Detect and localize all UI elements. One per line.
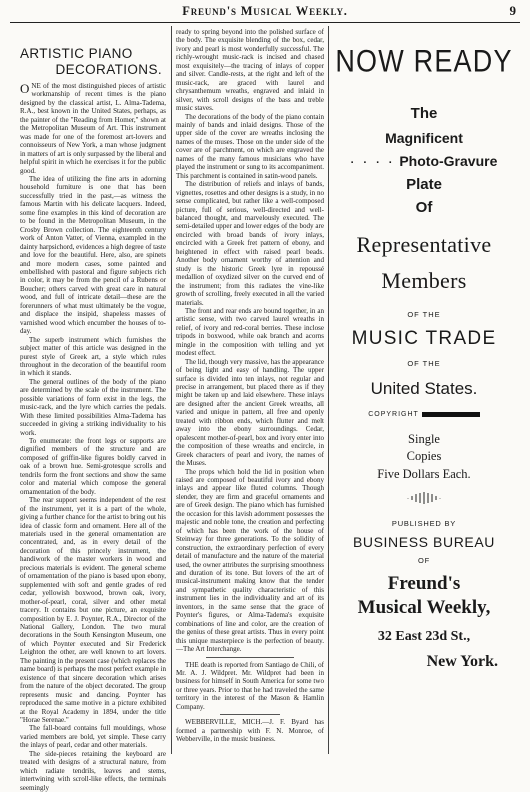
paragraph: ready to spring beyond into the polished surface of the body. The exquisite blending of the box, cedar, ivory and pearl is most wonderfully successful. The richly-wrought music-rack is incised and chased most exquisitely—the tracing of inlays of copper and silver. Candle-rests, at the right and left of the music-rack, are graced with laurel and chrysanthemum wreaths, engraved and inlaid in silver, with scroll designs of the bass and treble music staves. [176,28,324,113]
publication-title: Freund's Musical Weekly. [182,4,348,18]
article-column-1 [20,28,166,792]
news-item-webberville: WEBBERVILLE, MICH.—J. F. Byard has formed a partnership with F. N. Monroe, of Webberville, in the music business. [176,718,324,744]
article-heading-line2: DECORATIONS. [55,62,162,77]
ad-photogravure-row [332,153,516,169]
article-body-col1 [20,82,166,792]
ad-published-by: PUBLISHED BY [391,519,457,528]
ad-of-2: OF [417,556,430,565]
paragraph: The decorations of the body of the piano contain mainly of bands and inlaid designs. Those of the upper side of the cover are wreaths inclosing the names of the muses. Those on the under side of the cover are of parchment, on which are engraved the names of the many famous musicians who have played the instrument or sung to its accompaniment. This parchment is contained in satin-wood panels. [176,112,324,180]
ad-plate: Plate [406,176,442,193]
ornament-flourish [332,492,516,507]
paragraph: The front and rear ends are bound together, in an artistic sense, with two carved laurel wreaths in relief, of ivory and red-coral berries. These inclose tripods in boxwood, while oak branch and acorns mingle in the composition with telling and yet modest effect. [176,306,324,358]
paragraph: The idea of utilizing the fine arts in adorning household furniture is one that has been successfully tried in the past,—as witness the famous Martin with his delicate lacquers. Indeed, some fine examples in this kind of decoration are to be found in the Metropolitan Museum, in the Crosby Brown collection. The eighteenth century work of Anton Vatter, of Vienna, exampled in the dainty harpsichord, evidences a high degree of taste and love for the beautiful. Here, also, are spinets and more modern cases, some painted and embellished with pastoral and figure subjects rich in color, it may be from the pencil of a Rubens or Boucher; others carved with great care in natural wood, and full of intricate detail—these are the forerunners of what must ultimately be the vogue, and displace the insipid, shapeless masses of varnished wood which encumber the houses of to-day. [20,174,166,336]
paragraph: The side-pieces retaining the keyboard are treated with designs of a structural nature, from which radiate tendrils, leaves and stems, intertwining with scroll-like effects, the terminals seemingly [20,749,166,792]
copyright-bar [422,412,480,417]
paragraph: The rear support seems independent of the rest of the instrument, yet it is a part of the whole, giving a further chance for the artist to bring out his idea of classic form and ornament. Here all of the materials used in the general ornamentation are concentrated, and, as in every detail of the decoration of this princely instrument, the handiwork of the master workers in wood and precious materials is evident. The general scheme of ornamentation of the piano is based upon ebony, supplemented with soft and gentle grades of red cedar, yellowish boxwood, brown oak, ivory, mother-of-pearl, coral, silver and other metal tracery. It contains but one picture, an exquisite composition by E. J. Poynter, R.A., Director of the National Gallery, London. The two mural decorations in the South Kensington Museum, one of which Poynter executed and Sir Frederick Leighton the other, are well known to art lovers. The painting in the present case (which replaces the name board) is perhaps the most perfect example in existence of that sincere decoration which arises from the nature of the object decorated. The group represents music and dancing. Poynter has reproduced the same motive in a picture exhibited at the Royal Academy in 1894, under the title "Horae Serenae." [20,496,166,724]
ad-copyright: COPYRIGHT [368,411,419,418]
news-item-wildpret: THE death is reported from Santiago de Chili, of Mr. A. J. Wildpret. Mr. Wildpret had been in business for himself in South America for some two or three years. Prior to that he had traveled the same territory in the interest of the Mason & Hamlin Company. [176,660,324,711]
ad-photogravure: Photo-Gravure [399,153,498,169]
ad-freunds: Freund's [387,573,461,594]
copyright-row [332,411,516,418]
paragraph: The general outlines of the body of the piano are determined by the scale of the instrument. The possible variations of form exist in the legs, the music-rack, and the lyre which carries the pedals. With these limited possibilities Alma-Tadema has succeeded in giving a striking individuality to his work. [20,377,166,437]
separator-rule [220,714,279,715]
column-divider-2 [328,26,329,754]
ad-music-trade: MUSIC TRADE [351,328,497,349]
ad-members: Members [381,268,467,293]
article-heading-line1: ARTISTIC PIANO [20,46,133,61]
paragraph: To enumerate: the front legs or supports are dignified members of the structure and are composed of griffin-like figures boldly carved in oak of a brown hue. Semi-grotesque scrolls and tendrils form the front sections and show the same color and material which compose the general ornamentation of the body. [20,437,166,496]
column-divider-1 [171,26,172,754]
page-number: 9 [509,3,516,18]
ad-business-bureau: BUSINESS BUREAU [352,534,496,550]
ad-copies: Copies [406,449,442,463]
ad-united-states: United States. [370,379,478,398]
masthead [0,3,530,23]
ad-address: 32 East 23d St., [377,629,471,644]
ad-price: Five Dollars Each. [377,467,471,481]
paragraph: The distribution of reliefs and inlays of bands, vignettes, rosettes and other designs is a study, in no sense complicated, but rather like a well-composed picture, full of serious, well-directed and well-balanced thought, and marvelously executed. The semi-detailed upper and lower edges of the body are encircled with broad bands of ivory inlays, encircled with a Greek fret pattern of ebony, and heightened in effect with raised pearl beads. Another body ornament worthy of attention and study is the historic Greek lyre in repoussé medallion of oxydized silver on the curved end of the instrument; from this radiates the vine-like growth of scrolling, freely executed in all the varied materials. [176,180,324,307]
ad-magnificent: Magnificent [385,130,463,146]
article-heading [20,46,166,78]
masthead-rule [10,22,520,23]
ad-city: New York. [426,653,498,670]
ornament-dots: · · · · [350,157,396,169]
advertisement [332,28,516,754]
ad-of-the-1: OF THE [407,310,441,319]
ad-representative: Representative [356,232,492,257]
separator-rule [206,657,295,658]
paragraph: The lid, though very massive, has the appearance of being light and easy of handling. The upper surface is divided into ten inlays, not regular and precise in arrangement, but placed there as if they might be taken up and laid elsewhere. These inlays are designed after the ancient Greek wreaths, all varied and unique in pattern, all free and openly treated with ribbon ends, which flutter and melt away into the ebony surroundings. Cedar, opalescent mother-of-pearl, box and ivory enter into the composition of these wreaths and encircle, in Greek characters of pearl and ivory, the names of the Muses. [176,357,324,468]
paragraph: The superb instrument which furnishes the subject matter of this article was designed in the purest style of Greek art, a style which rules throughout in the decoration of the beautiful room in which it stands. [20,335,166,378]
paragraph: ONE of the most distinguished pieces of artistic workmanship of recent times is the piano designed by the classical artist, L. Alma-Tadema, R.A., best known in the United States, perhaps, as the painter of the "Reading from Homer," shown at the Metropolitan Museum of Art. This instrument was made for one of the foremost art-lovers and connoisseurs of New York, a man whose judgment in matters of art is only surpassed by the liberal and helpful spirit in which he exercises it for the public good. [20,81,166,175]
article-column-2 [176,28,324,754]
ad-the: The [410,105,438,122]
ad-of-the-2: OF THE [407,359,441,368]
ad-headline: NOW READY [335,43,513,79]
ad-of: Of [415,199,433,216]
ad-musical-weekly: Musical Weekly, [357,597,491,618]
paragraph: The fall-board contains full mouldings, whose varied members are bold, yet simple. These carry the inlays of pearl, cedar and other materials. [20,724,166,750]
flourish-icon [404,492,444,504]
ad-single: Single [408,432,440,446]
paragraph: The props which hold the lid in position when raised are composed of beautiful ivory and ebony inlays and appear like fluted columns. Though slender, they are firm and graceful ornaments and are of Greek design. The piano which has furnished the occasion for this lavish adornment possesses the majestic and noble tone, the creation and perfecting of which has been the work of the house of Steinway for three generations. To the solidity of construction, the extraordinary perfection of every detail of manufacture and the nature of the material used, the owner attributes the surprising smoothness and duration of its tone. But lovers of the art of musical-instrument making know that the tender and sympathetic quality characteristic of this instrument lies in the individuality and art of its inventors, in the same sense that the grace of Poynter's figures, or Alma-Tadema's exquisite combinations of line and color, are the creation of the genius of these great artists. Thus in every point this unique masterpiece is the perfection of beauty.—The Art Interchange. [176,467,324,654]
